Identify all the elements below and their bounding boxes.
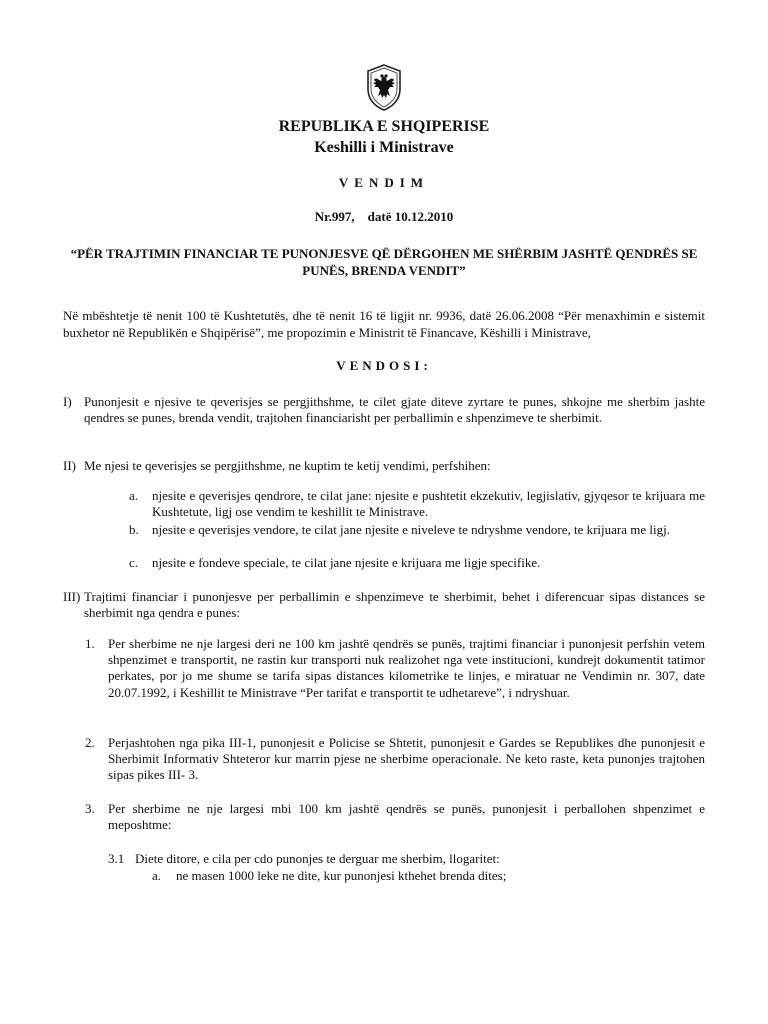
section-marker: I) [63,394,72,409]
numbered-item: Perjashtohen nga pika III-1, punonjesit e Policise se Shtetit, punonjesit e Gardes se Republikes dhe punonjesit e Sherbimit Informativ Shteteror kur marrin pjese ne sherbime operacionale. Ne keto raste, keta punonjes trajtohen sipas pikes III- 3. [108,735,705,783]
list-marker: c. [129,555,139,570]
subsection-text: Diete ditore, e cila per cdo punonjes te derguar me sherbim, llogaritet: [135,851,500,866]
list-marker: b. [129,522,139,537]
list-marker: a. [129,488,139,503]
section-marker: III) [63,589,81,604]
list-item: njesite e qeverisjes qendrore, te cilat jane: njesite e pushtetit ekzekutiv, legjislativ, gjyqesor te krijuara me Kushtetute, ligj ose vendim te keshillit te Ministrave. [152,488,705,520]
section-II-text: Me njesi te qeverisjes se pergjithshme, ne kuptim te ketij vendimi, perfshihen: [84,458,491,473]
list-item: njesite e qeverisjes vendore, te cilat jane njesite e niveleve te ndryshme vendore, te krijuara me ligj. [152,522,670,537]
republic-heading: REPUBLIKA E SHQIPERISE [278,118,490,135]
list-item: njesite e fondeve speciale, te cilat jane njesite e krijuara me ligje specifike. [152,555,541,570]
numbered-marker: 3. [85,801,95,816]
decision-number-date: Nr.997, datë 10.12.2010 [314,209,454,224]
vendosi-heading: VENDOSI: [336,358,432,373]
decision-heading: VENDIM [338,175,430,190]
council-heading: Keshilli i Ministrave [314,139,454,156]
numbered-item: Per sherbime ne nje largesi mbi 100 km jashtë qendrës se punës, punonjesit i perballohen shpenzimet e meposhtme: [108,801,705,833]
numbered-marker: 2. [85,735,95,750]
list-marker: a. [152,868,162,883]
decision-title: “PËR TRAJTIMIN FINANCIAR TE PUNONJESVE QË DËRGOHEN ME SHËRBIM JASHTË QENDRËS SE PUNËS, BRENDA VENDIT” [70,246,698,278]
list-item: ne masen 1000 leke ne dite, kur punonjesi kthehet brenda dites; [176,868,507,883]
section-I-text: Punonjesit e njesive te qeverisjes se pergjithshme, te cilet gjate diteve zyrtare te punes, shkojne me sherbim jashte qendres se punes, brenda vendit, trajtohen financiarisht per perballimin e shpenzimeve te sherbimit. [84,394,705,426]
intro-paragraph: Në mbështetje të nenit 100 të Kushtetutës, dhe të nenit 16 të ligjit nr. 9936, datë 26.06.2008 “Për menaxhimin e sistemit buxhetor në Republikën e Shqipërisë”, me propozimin e Ministrit të Financave, Këshilli i Ministrave, [63,308,705,341]
numbered-marker: 1. [85,636,95,651]
section-marker: II) [63,458,76,473]
numbered-item: Per sherbime ne nje largesi deri ne 100 km jashtë qendrës se punës, trajtimi financiar i punonjesit perfshin vetem shpenzimet e transportit, ne rastin kur transporti nuk realizohet nga vete institucioni, kundrejt dokumentit tatimor perkates, por jo me shume se tarifa sipas distances kilometrike te linjes, e miratuar ne Vendimin nr. 307, date 20.07.1992, i Keshillit te Ministrave “Per tarifat e transportit te udhetareve”, i ndryshuar. [108,636,705,700]
subsection-marker: 3.1 [108,851,125,866]
section-III-text: Trajtimi financiar i punonjesve per perballimin e shpenzimeve te sherbimit, behet i diferencuar sipas distances se sherbimit nga qendra e punes: [84,589,705,621]
albanian-eagle-emblem-icon [366,63,402,111]
